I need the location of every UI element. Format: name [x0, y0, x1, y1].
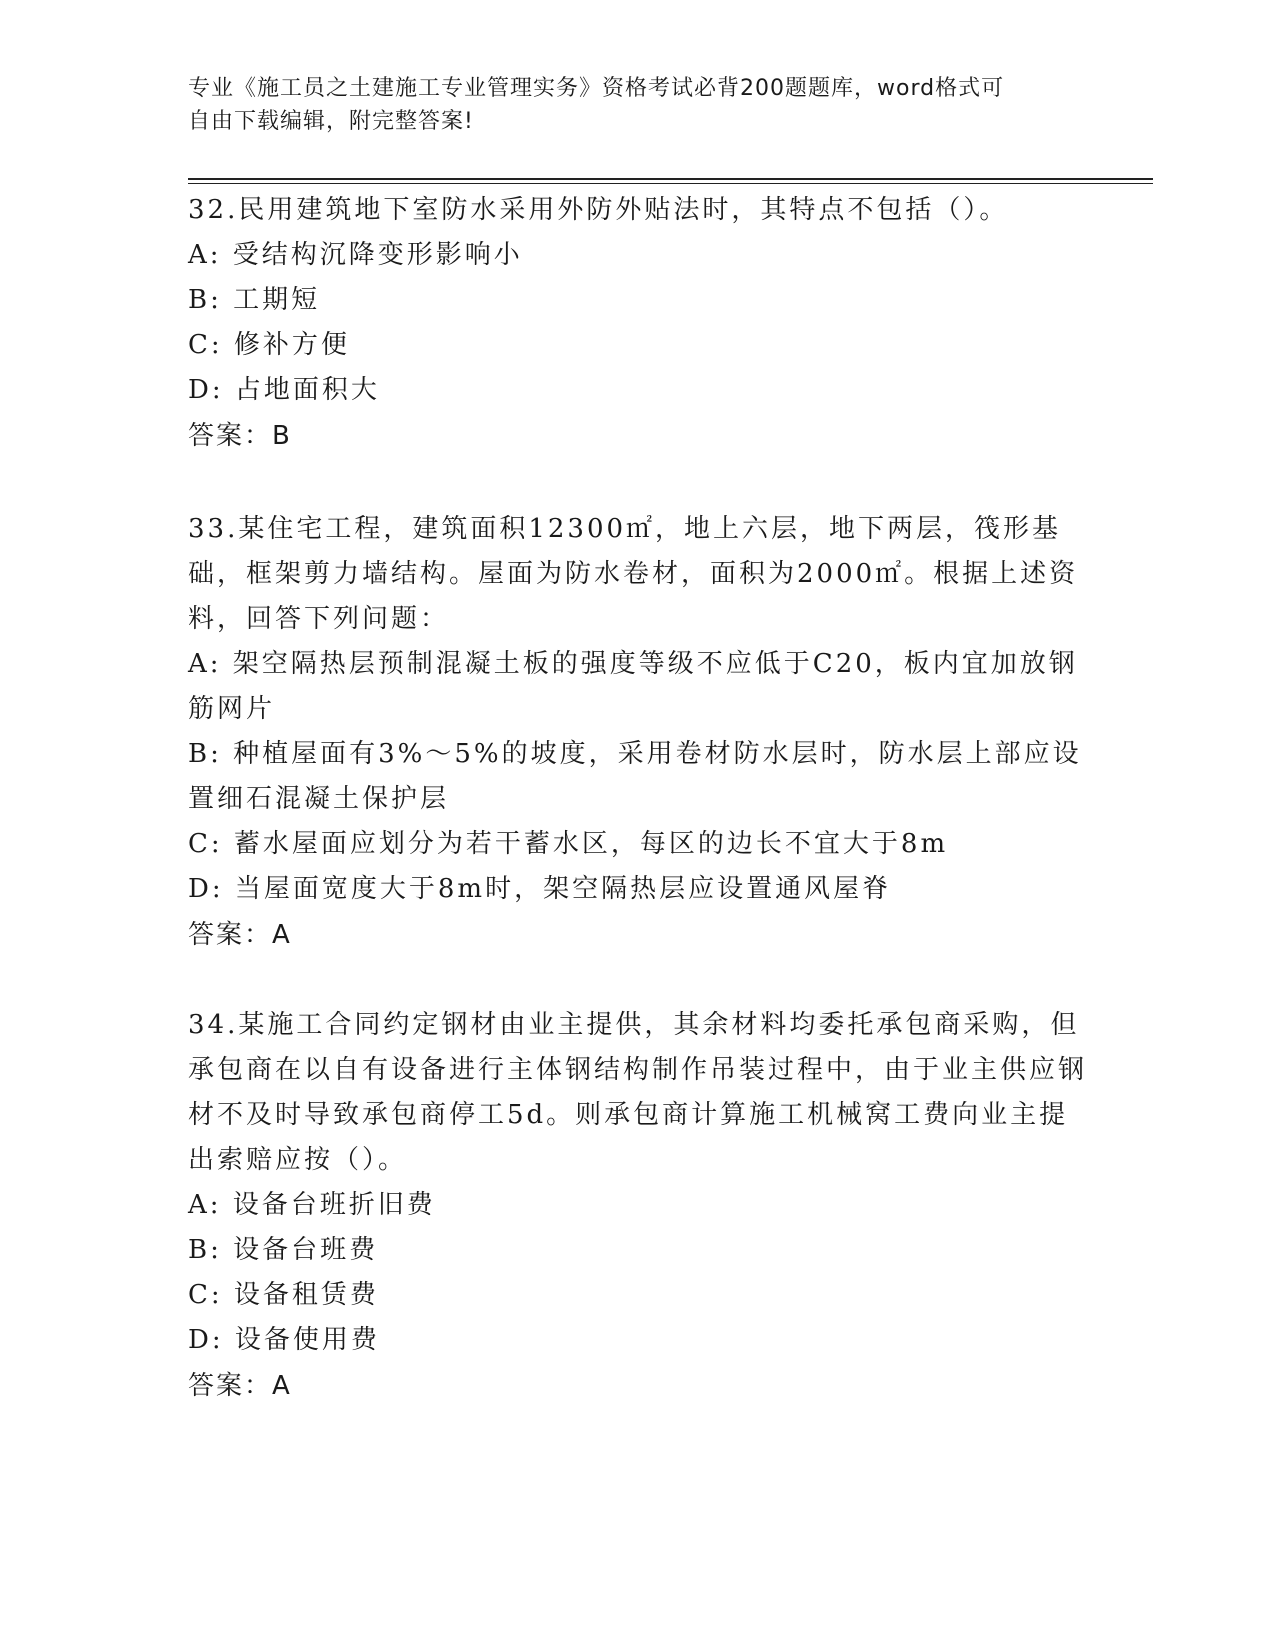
answer-label: 答案：B [188, 421, 292, 451]
header-divider-thick [188, 178, 1153, 180]
question-stem: 33.某住宅工程，建筑面积12300㎡，地上六层，地下两层，筏形基础，框架剪力墙结构。屋面为防水卷材，面积为2000㎡。根据上述资料，回答下列问题： [188, 514, 1079, 634]
option-b: B: 设备台班费 [188, 1235, 379, 1265]
option-a: A: 架空隔热层预制混凝土板的强度等级不应低于C20，板内宜加放钢筋网片 [188, 649, 1078, 724]
option-a: A: 设备台班折旧费 [188, 1190, 436, 1220]
question-stem: 34.某施工合同约定钢材由业主提供，其余材料均委托承包商采购，但承包商在以自有设备进行主体钢结构制作吊装过程中，由于业主供应钢材不及时导致承包商停工5d。则承包商计算施工机械窝工费向业主提出索赔应按（）。 [188, 1010, 1088, 1175]
answer-label: 答案：A [188, 920, 292, 950]
option-d: D: 设备使用费 [188, 1325, 380, 1355]
question-34 [188, 1003, 1088, 1409]
header-line-2: 自由下载编辑，附完整答案! [188, 109, 474, 134]
option-d: D: 占地面积大 [188, 375, 380, 405]
answer-label: 答案：A [188, 1371, 292, 1401]
option-c: C: 蓄水屋面应划分为若干蓄水区，每区的边长不宜大于8m [188, 829, 949, 859]
option-c: C: 修补方便 [188, 330, 350, 360]
option-b: B: 工期短 [188, 285, 321, 315]
document-header [188, 72, 1088, 138]
option-a: A: 受结构沉降变形影响小 [188, 240, 523, 270]
header-divider-thin [188, 183, 1153, 184]
question-stem: 32.民用建筑地下室防水采用外防外贴法时，其特点不包括（）。 [188, 195, 1009, 225]
question-33 [188, 507, 1088, 958]
header-line-1: 专业《施工员之土建施工专业管理实务》资格考试必背200题题库，word格式可 [188, 76, 1005, 101]
option-b: B: 种植屋面有3%～5%的坡度，采用卷材防水层时，防水层上部应设置细石混凝土保护层 [188, 739, 1082, 814]
option-c: C: 设备租赁费 [188, 1280, 379, 1310]
question-32 [188, 188, 1088, 459]
option-d: D: 当屋面宽度大于8m时，架空隔热层应设置通风屋脊 [188, 874, 892, 904]
